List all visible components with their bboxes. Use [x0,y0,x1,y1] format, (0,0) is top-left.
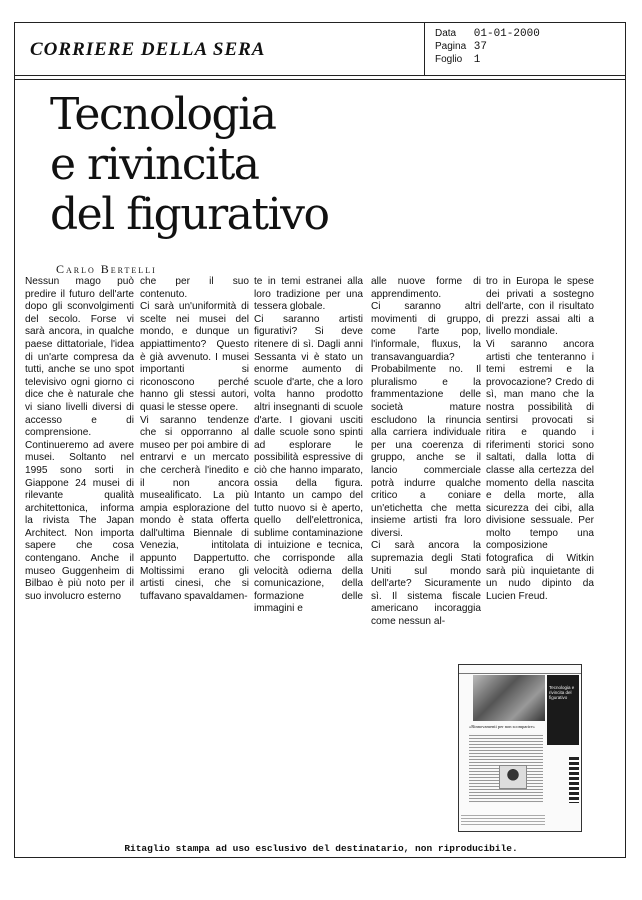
article-column-2 [140,276,249,603]
thumbnail-bottom-text [461,813,545,827]
article-title [50,90,329,240]
meta-sheet-value: 1 [473,54,481,66]
clipping-metadata [424,22,626,75]
thumbnail-photo [473,675,545,721]
header [14,22,626,76]
paragraph: Ci sarà un'uniformità di scelte nei musei del mondo, e dunque un appiattimento? Questo è già avvenuto. I musei importanti si riconoscono perché hanno gli stessi autori, quasi le stesse opere. [140,301,249,413]
paragraph: Ci saranno artisti figurativi? Si deve ritenere di sì. Dagli anni Sessanta vi è stato un enorme aumento di scuole d'arte, che a loro volta hanno prodotto altri insegnanti di scuole d'arte. I giovani usciti dalle scuole sono spinti ad esplorare le possibilità espressive di ciò che hanno imparato, ossia della figura. Intanto un campo del tutto nuovo si è aperto, quello dell'elettronica, sublime contaminazione di intuizione e tecnica, che corrisponde alla velocità odierna della comunicazione, della formazione delle immagini e [254,313,363,615]
page-thumbnail [458,664,582,832]
thumbnail-caption: «Rinnovamenti per non scomparire» [469,724,535,729]
article-column-1 [25,276,134,603]
meta-sheet [435,53,626,66]
title-line: Tecnologia [50,89,276,140]
paragraph: che per il suo contenuto. [140,276,249,300]
meta-date-value: 01-01-2000 [473,28,540,40]
article-column-4 [371,276,481,629]
byline: Carlo Bertelli [56,262,157,276]
thumbnail-panel-text: Tecnologia e rivincita del figurativo [549,685,575,700]
paragraph: Ci sarà ancora la supremazia degli Stati Uniti sul mondo dell'arte? Sicuramente sì. Il sistema fiscale americano incoraggia come nessun al- [371,540,481,628]
meta-sheet-label: Foglio [435,54,463,65]
paragraph: Vi saranno tendenze che si opporranno al museo per poi ambire di entrarvi e un mercato che cercherà l'inedito e il non ancora musealificato. La più ampia esplorazione del mondo è stata offerta dall'ultima Biennale di Venezia, intitolata appunto Dappertutto. Moltissimi erano gli artisti cinesi, che si tuffavano spavaldamen- [140,414,249,602]
paragraph: tro in Europa le spese dei privati a sostegno dell'arte, con il risultato di prezzi assai alti a livello mondiale. [486,276,594,338]
meta-page-value: 37 [473,41,487,53]
paragraph: Nessun mago può predire il futuro dell'arte dopo gli sconvolgimenti del secolo. Forse vi sarà ancora, in qualche paese dittatoriale, l'idea di un'arte compresa da tutti, anche se uno spot televisivo ogni giorno ci dice che è naturale che vi siano livelli diversi di accesso e di comprensione. [25,276,134,439]
paragraph: Continueremo ad avere musei. Soltanto nel 1995 sono sorti in Giappone 24 musei di rilevante qualità architettonica, informa la rivista The Japan Architect. Non importa sapere che cosa contengano. Anche il museo Guggenheim di Bilbao è più noto per il suo involucro esterno [25,439,134,602]
paragraph: alle nuove forme di apprendimento. [371,276,481,300]
meta-page [435,40,626,53]
title-line: del figurativo [50,189,329,240]
article-column-3 [254,276,363,616]
header-rule [14,79,626,80]
title-line: e rivincita [50,139,259,190]
meta-date-label: Data [435,28,457,39]
meta-date [435,27,626,40]
masthead: CORRIERE DELLA SERA [30,39,266,60]
footer-notice: Ritaglio stampa ad uso esclusivo del destinatario, non riproducibile. [124,843,518,854]
paragraph: te in temi estranei alla loro tradizione per una tessera globale. [254,276,363,313]
thumbnail-portrait [499,765,527,789]
thumbnail-header [459,665,581,674]
paragraph: Vi saranno ancora artisti che tenteranno i temi estremi e la provocazione? Credo di sì, man mano che la nostra possibilità di sentirsi provocati si ritira e quando i riferimenti storici sono saltati, dalla lotta di classe alla certezza del momento della nascita e della morte, alla sicurezza dei cibi, alla divisione sessuale. Per molto tempo una composizione fotografica di Witkin sarà più inquietante di un nudo dipinto da Lucien Freud. [486,338,594,602]
thumbnail-strip [569,757,579,803]
paragraph: Ci saranno altri movimenti di gruppo, come l'arte pop, l'informale, fluxus, la transavanguardia? Probabilmente no. Il pluralismo e la frammentazione delle società mature escludono la rinuncia alla carriera individuale per una coerenza di gruppo, anche se il lancio commerciale potrà indurre qualche critico a coniare un'etichetta che metta insieme artisti fra loro diversi. [371,301,481,539]
meta-page-label: Pagina [435,41,467,52]
article-column-5 [486,276,594,603]
